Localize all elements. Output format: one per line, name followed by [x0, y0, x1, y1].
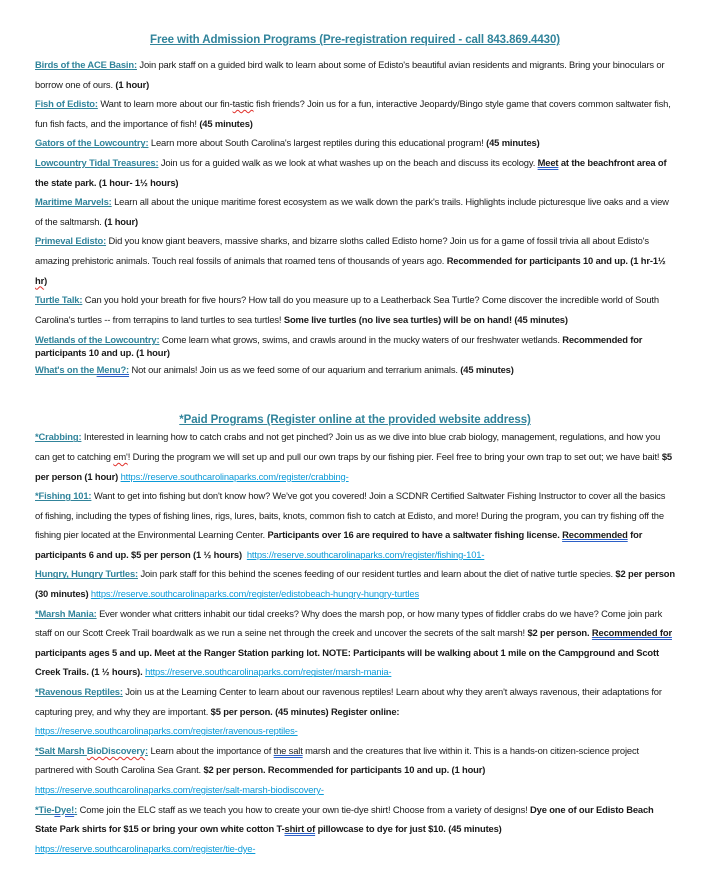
program-title[interactable]: *Marsh Mania: [35, 607, 97, 619]
program-title[interactable]: What's on the [35, 364, 97, 376]
program-ravenous-reptiles: *Ravenous Reptiles: Join us at the Learning Center to learn about our ravenous reptiles! Learn about why they aren't always ravenous, their adaptations for capturing prey, and why they are important. $5 per person. (45 minutes) Register online: https://reserve.southcarolinaparks.com/register/ravenous-reptiles- [35, 686, 662, 737]
program-birds-of-ace-basin: Birds of the ACE Basin: Join park staff on a guided bird walk to learn about some of Edisto's beautiful avian residents and migrants. Bring your binoculars or borrow one of ours. (1 hour) [35, 59, 665, 90]
paid-programs-heading: *Paid Programs (Register online at the provided website address) [179, 414, 531, 427]
program-tie-dye: *Tie-Dye!: Come join the ELC staff as we teach you how to create your own tie-dye shirt! Choose from a variety of designs! Dye one of our Edisto Beach State Park shirts for $15 or bring your own white cotton T-shirt of pillowcase to dye for just $10. (45 minutes) https://reserve.southcarolinaparks.com/register/tie-dye- [35, 803, 654, 854]
program-fishing-101: *Fishing 101: Want to get into fishing but don't know how? We've got you covered! Join a SCDNR Certified Saltwater Fishing Instructor to cover all the basics of fishing, including the types of fishing lines, rigs, lures, baits, knots, common fish to catch at Edisto, and more! During the program, you can try fishing off the fishing pier located at the Environmental Learning Center. Participants over 16 are required to have a saltwater fishing license. Recommended for participants 6 and up. $5 per person (1 ½ hours) https://reserve.southcarolinaparks.com/register/fishing-101- [35, 490, 666, 560]
registration-link[interactable]: https://reserve.southcarolinaparks.com/register/salt-marsh-biodiscovery- [35, 784, 324, 795]
program-title[interactable]: *Tie- [35, 803, 55, 815]
registration-link[interactable]: https://reserve.southcarolinaparks.com/register/fishing-101- [246, 548, 485, 560]
registration-link[interactable]: https://reserve.southcarolinaparks.com/register/crabbing- [120, 470, 349, 482]
spelling-mark: hr [35, 274, 45, 286]
registration-link[interactable]: https://reserve.southcarolinaparks.com/register/tie-dye- [35, 842, 256, 854]
grammar-mark: Recommended [562, 529, 628, 541]
grammar-mark: the salt [273, 744, 303, 756]
program-title[interactable]: Lowcountry Tidal Treasures: [35, 156, 159, 168]
program-turtle-talk: Turtle Talk: Can you hold your breath for five hours? How tall do you measure up to a Leatherback Sea Turtle? Come discover the incredible world of South Carolina's turtles -- from terrapins to land turtles to sea turtles! Some live turtles (no live sea turtles) will be on hand! (45 minutes) [35, 294, 659, 325]
program-primeval-edisto: Primeval Edisto: Did you know giant beavers, massive sharks, and bizarre sloths called Edisto home? Join us for a game of fossil trivia all about Edisto's amazing prehistoric animals. Touch real fossils of animals that roamed tens of thousands of years ago. Recommended for participants 10 and up. (1 hr-1½ hr) [35, 235, 666, 286]
program-title[interactable]: Wetlands of the Lowcountry: [35, 334, 160, 346]
program-marsh-mania: *Marsh Mania: Ever wonder what critters inhabit our tidal creeks? Why does the marsh pop, or how many types of fiddler crabs do we have? Come join park staff on our Scott Creek Trail boardwalk as we run a seine net through the creek and uncover the secrets of the salt marsh! $2 per person. Recommended for participants ages 5 and up. Meet at the Ranger Station parking lot. NOTE: Participants will be walking about 1 mile on the Campground and Scott Creek Trails. (1 ½ hours). https://reserve.southcarolinaparks.com/register/marsh-mania- [35, 607, 672, 678]
spelling-mark: em' [113, 450, 128, 462]
program-title-marked[interactable]: Dye! [54, 803, 75, 815]
program-maritime-marvels: Maritime Marvels: Learn all about the unique maritime forest ecosystem as we walk down the park's trails. Highlights include picturesque live oaks and a view of the saltmarsh. (1 hour) [35, 196, 669, 227]
program-title-spelling-mark[interactable]: BioDiscovery [86, 744, 145, 756]
program-title[interactable]: Turtle Talk: [35, 294, 83, 306]
registration-link[interactable]: https://reserve.southcarolinaparks.com/register/edistobeach-hungry-hungry-turtles [90, 588, 420, 600]
grammar-mark: Recommended for [591, 627, 672, 639]
program-title[interactable]: Hungry, Hungry Turtles: [35, 568, 138, 580]
program-title[interactable]: Maritime Marvels: [35, 196, 112, 208]
document-page [35, 30, 675, 858]
program-hungry-hungry-turtles: Hungry, Hungry Turtles: Join park staff for this behind the scenes feeding of our resident turtles and learn about the diet of native turtle species. $2 per person (30 minutes) https://reserve.southcarolinaparks.com/register/edistobeach-hungry-hungry-turtles [35, 568, 675, 600]
program-title[interactable]: *Salt Marsh [35, 744, 87, 756]
program-title[interactable]: *Fishing 101: [35, 490, 92, 502]
program-whats-on-the-menu: What's on the Menu?: Not our animals! Join us as we feed some of our aquarium and terrarium animals. (45 minutes) [35, 364, 514, 376]
program-lowcountry-tidal-treasures: Lowcountry Tidal Treasures: Join us for a guided walk as we look at what washes up on the beach and discuss its ecology. Meet at the beachfront area of the state park. (1 hour- 1½ hours) [35, 156, 667, 188]
program-title[interactable]: Primeval Edisto: [35, 235, 107, 247]
program-fish-of-edisto: Fish of Edisto: Want to learn more about our fin-tastic fish friends? Join us for a fun, interactive Jeopardy/Bingo style game that covers common saltwater fish, fun fish facts, and the importance of fish! (45 minutes) [35, 98, 671, 129]
registration-link[interactable]: https://reserve.southcarolinaparks.com/register/ravenous-reptiles- [35, 725, 298, 737]
program-title-marked[interactable]: Menu?: [96, 364, 130, 376]
registration-link[interactable]: https://reserve.southcarolinaparks.com/register/marsh-mania- [145, 666, 392, 678]
program-title[interactable]: *Crabbing: [35, 431, 82, 443]
grammar-mark: Meet [537, 156, 559, 168]
grammar-mark: shirt of [284, 823, 316, 835]
program-crabbing: *Crabbing: Interested in learning how to catch crabs and not get pinched? Join us as we dive into blue crab biology, management, regulations, and how you can get to catching em'! During the program we will set up and pull our own traps by our fishing pier. Feel free to bring your own trap to set out; we have bait! $5 per person (1 hour) https://reserve.southcarolinaparks.com/register/crabbing- [35, 431, 672, 482]
free-programs-heading: Free with Admission Programs (Pre-registration required - call 843.869.4430) [150, 34, 560, 46]
program-title[interactable]: Gators of the Lowcountry: [35, 137, 149, 149]
program-gators-of-lowcountry: Gators of the Lowcountry: Learn more about South Carolina's largest reptiles during this educational program! (45 minutes) [35, 137, 540, 149]
program-title[interactable]: Fish of Edisto: [35, 98, 98, 110]
program-wetlands-of-lowcountry: Wetlands of the Lowcountry: Come learn what grows, swims, and crawls around in the mucky waters of our freshwater wetlands. Recommended for participants 10 and up. (1 hour) [35, 334, 643, 359]
spelling-mark: tastic [232, 98, 254, 110]
program-title[interactable]: *Ravenous Reptiles: [35, 686, 123, 698]
program-salt-marsh-biodiscovery: *Salt Marsh BioDiscovery: Learn about the importance of the salt marsh and the creatures that live within it. This is a hands-on citizen-science project partnered with South Carolina Sea Grant. $2 per person. Recommended for participants 10 and up. (1 hour) https://reserve.southcarolinaparks.com/register/salt-marsh-biodiscovery- [35, 744, 639, 795]
program-title[interactable]: Birds of the ACE Basin: [35, 59, 137, 70]
